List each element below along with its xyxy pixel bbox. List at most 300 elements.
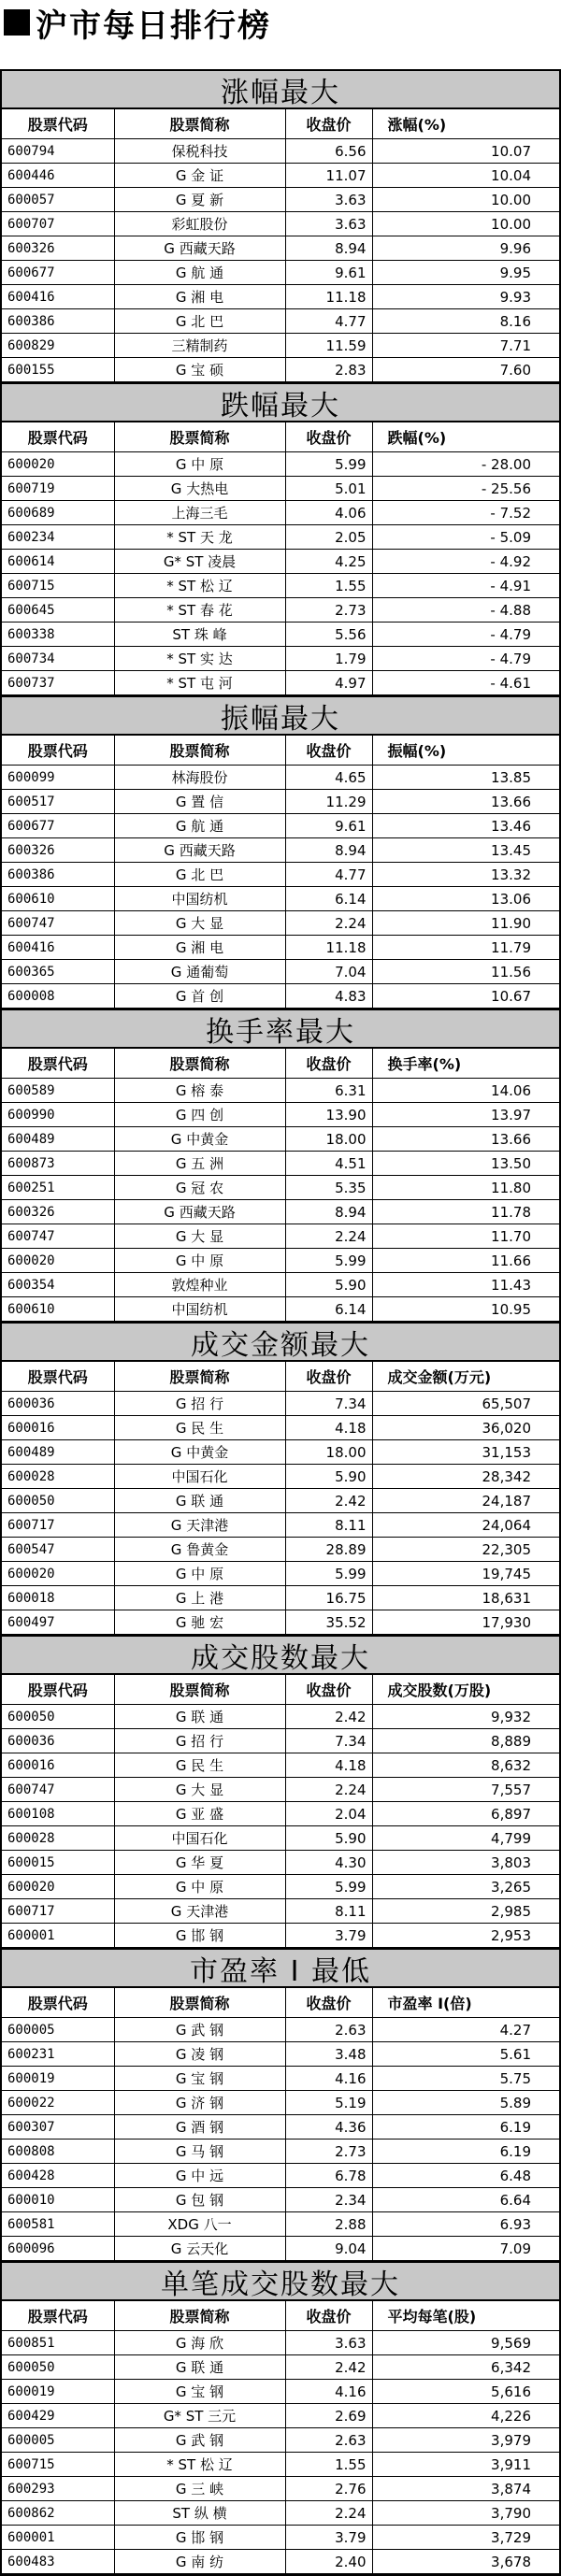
stock-code-cell: 600862 [2,2501,114,2526]
stock-name-cell: G 宝 硕 [114,358,285,382]
metric-value-cell: 19,745 [372,1562,559,1586]
close-price-cell: 2.42 [285,1705,372,1729]
stock-code-cell: 600020 [2,1562,114,1586]
metric-header: 成交股数(万股) [372,1675,559,1705]
stock-code-cell: 600386 [2,309,114,334]
ranking-section-top-amplitude [2,695,559,1009]
table-row [2,164,559,188]
stock-code-cell: 600326 [2,236,114,261]
metric-header: 平均每笔(股) [372,2301,559,2331]
close-price-cell: 13.90 [285,1103,372,1127]
close-price-cell: 35.52 [285,1610,372,1635]
stock-name-cell: G 三 峡 [114,2477,285,2501]
stock-name-cell: G 酒 钢 [114,2115,285,2140]
metric-value-cell: 6.19 [372,2140,559,2164]
close-price-cell: 2.63 [285,2018,372,2042]
ranking-section-top-turnover [2,1009,559,1322]
stock-code-cell: 600019 [2,2067,114,2091]
metric-value-cell: - 4.79 [372,623,559,647]
stock-code-cell: 600096 [2,2237,114,2261]
table-row [2,1103,559,1127]
close-price-cell: 11.29 [285,790,372,814]
ranking-section-top-gainers [2,69,559,382]
stock-name-cell: G 马 钢 [114,2140,285,2164]
stock-name-header: 股票简称 [114,2301,285,2331]
stock-code-cell: 600036 [2,1729,114,1753]
table-row [2,139,559,164]
stock-code-cell: 600307 [2,2115,114,2140]
stock-name-cell: 保税科技 [114,139,285,164]
close-price-cell: 4.16 [285,2067,372,2091]
close-price-cell: 9.61 [285,814,372,838]
close-price-cell: 1.79 [285,647,372,671]
metric-value-cell: 10.67 [372,984,559,1009]
stock-name-cell: G 西藏天路 [114,1200,285,1224]
close-price-header: 收盘价 [285,1988,372,2018]
stock-name-header: 股票简称 [114,422,285,452]
table-row [2,212,559,236]
stock-name-cell: G 南 纺 [114,2550,285,2574]
metric-header: 成交金额(万元) [372,1362,559,1392]
stock-code-header: 股票代码 [2,1675,114,1705]
table-row [2,452,559,477]
close-price-cell: 5.99 [285,1562,372,1586]
table-row [2,2067,559,2091]
stock-code-cell: 600016 [2,1753,114,1778]
stock-name-cell: 中国纺机 [114,887,285,911]
close-price-header: 收盘价 [285,1049,372,1079]
table-row [2,1249,559,1273]
metric-value-cell: 10.00 [372,212,559,236]
table-row [2,2331,559,2355]
stock-name-cell: G 北 巴 [114,309,285,334]
close-price-cell: 2.42 [285,2355,372,2380]
stock-code-cell: 600015 [2,1851,114,1875]
close-price-header: 收盘价 [285,109,372,139]
close-price-cell: 4.77 [285,863,372,887]
ranking-section-top-losers [2,382,559,695]
stock-code-cell: 600717 [2,1899,114,1924]
table-row [2,814,559,838]
close-price-cell: 4.25 [285,550,372,574]
close-price-header: 收盘价 [285,2301,372,2331]
table-row [2,1297,559,1322]
close-price-cell: 11.59 [285,334,372,358]
close-price-cell: 2.04 [285,1802,372,1826]
stock-code-cell: 600517 [2,790,114,814]
close-price-cell: 4.65 [285,766,372,790]
close-price-cell: 3.79 [285,2526,372,2550]
table-row [2,1224,559,1249]
stock-code-cell: 600008 [2,984,114,1009]
stock-code-cell: 600429 [2,2404,114,2428]
stock-name-cell: G 武 钢 [114,2428,285,2453]
stock-code-cell: 600010 [2,2188,114,2212]
metric-value-cell: 4,226 [372,2404,559,2428]
table-row [2,2164,559,2188]
metric-value-cell: 11.56 [372,960,559,984]
stock-name-cell: * ST 天 龙 [114,525,285,550]
close-price-cell: 16.75 [285,1586,372,1610]
metric-value-cell: - 4.88 [372,598,559,623]
close-price-cell: 5.90 [285,1273,372,1297]
stock-code-header: 股票代码 [2,2301,114,2331]
stock-name-cell: G 民 生 [114,1416,285,1440]
stock-code-cell: 600808 [2,2140,114,2164]
close-price-cell: 5.01 [285,477,372,501]
stock-name-cell: G 宝 钢 [114,2067,285,2091]
metric-value-cell: 8,889 [372,1729,559,1753]
stock-code-cell: 600483 [2,2550,114,2574]
stock-code-cell: 600707 [2,212,114,236]
close-price-cell: 2.76 [285,2477,372,2501]
stock-code-cell: 600446 [2,164,114,188]
stock-name-cell: 中国纺机 [114,1297,285,1322]
stock-name-cell: 彩虹股份 [114,212,285,236]
metric-value-cell: 3,874 [372,2477,559,2501]
stock-name-cell: G 中黄金 [114,1127,285,1152]
metric-value-cell: - 7.52 [372,501,559,525]
metric-value-cell: 13.32 [372,863,559,887]
close-price-cell: 3.63 [285,212,372,236]
stock-name-cell: G 中 远 [114,2164,285,2188]
stock-code-cell: 600020 [2,452,114,477]
table-row [2,984,559,1009]
close-price-cell: 7.04 [285,960,372,984]
close-price-cell: 9.61 [285,261,372,285]
metric-value-cell: 3,803 [372,1851,559,1875]
stock-code-header: 股票代码 [2,1988,114,2018]
metric-value-cell: - 28.00 [372,452,559,477]
close-price-cell: 18.00 [285,1440,372,1465]
close-price-cell: 3.79 [285,1924,372,1948]
table-row [2,1586,559,1610]
stock-name-cell: G 联 通 [114,1489,285,1513]
stock-name-cell: G 亚 盛 [114,1802,285,1826]
stock-code-cell: 600715 [2,574,114,598]
stock-name-cell: G 首 创 [114,984,285,1009]
stock-name-cell: * ST 实 达 [114,647,285,671]
table-row [2,936,559,960]
stock-code-cell: 600050 [2,1489,114,1513]
stock-code-header: 股票代码 [2,1362,114,1392]
stock-name-header: 股票简称 [114,1675,285,1705]
stock-code-cell: 600326 [2,1200,114,1224]
stock-code-cell: 600689 [2,501,114,525]
close-price-cell: 2.88 [285,2212,372,2237]
metric-value-cell: 24,187 [372,1489,559,1513]
metric-value-cell: 7,557 [372,1778,559,1802]
stock-code-cell: 600231 [2,2042,114,2067]
metric-value-cell: 9.93 [372,285,559,309]
stock-name-cell: G 置 信 [114,790,285,814]
close-price-cell: 2.63 [285,2428,372,2453]
table-row [2,2140,559,2164]
stock-code-cell: 600001 [2,1924,114,1948]
stock-code-cell: 600020 [2,1249,114,1273]
stock-name-cell: G 大 显 [114,1224,285,1249]
stock-name-cell: G 大热电 [114,477,285,501]
metric-value-cell: 7.71 [372,334,559,358]
metric-value-cell: 13.06 [372,887,559,911]
table-row [2,358,559,382]
table-row [2,1538,559,1562]
stock-name-header: 股票简称 [114,1988,285,2018]
stock-name-cell: ST 珠 峰 [114,623,285,647]
stock-name-cell: G 五 洲 [114,1152,285,1176]
close-price-cell: 11.18 [285,936,372,960]
stock-code-cell: 600610 [2,887,114,911]
metric-value-cell: 5.75 [372,2067,559,2091]
table-header-row [2,736,559,766]
stock-name-cell: G 邯 钢 [114,1924,285,1948]
stock-code-cell: 600386 [2,863,114,887]
close-price-cell: 2.83 [285,358,372,382]
close-price-cell: 3.48 [285,2042,372,2067]
stock-name-cell: G 华 夏 [114,1851,285,1875]
stock-code-cell: 600234 [2,525,114,550]
table-row [2,838,559,863]
ranking-section-top-trade-value [2,1322,559,1635]
stock-name-cell: G 湘 电 [114,285,285,309]
close-price-cell: 5.90 [285,1465,372,1489]
stock-name-cell: G 航 通 [114,261,285,285]
table-row [2,2188,559,2212]
stock-name-cell: G 金 证 [114,164,285,188]
stock-name-cell: 上海三毛 [114,501,285,525]
stock-name-cell: G 湘 电 [114,936,285,960]
table-row [2,1392,559,1416]
close-price-cell: 4.06 [285,501,372,525]
stock-name-cell: G 云天化 [114,2237,285,2261]
metric-value-cell: 3,678 [372,2550,559,2574]
stock-name-cell: * ST 屯 河 [114,671,285,695]
close-price-cell: 11.07 [285,164,372,188]
close-price-cell: 4.18 [285,1416,372,1440]
metric-value-cell: 11.43 [372,1273,559,1297]
ranking-table [2,422,559,695]
stock-name-header: 股票简称 [114,1362,285,1392]
table-header-row [2,422,559,452]
stock-name-cell: G 大 显 [114,911,285,936]
table-header-row [2,1988,559,2018]
stock-name-cell: G 包 钢 [114,2188,285,2212]
metric-value-cell: 3,729 [372,2526,559,2550]
table-row [2,1778,559,1802]
metric-value-cell: 13.46 [372,814,559,838]
stock-code-cell: 600016 [2,1416,114,1440]
table-row [2,671,559,695]
table-row [2,960,559,984]
close-price-cell: 4.83 [285,984,372,1009]
stock-name-cell: G 武 钢 [114,2018,285,2042]
metric-value-cell: 22,305 [372,1538,559,1562]
stock-code-cell: 600057 [2,188,114,212]
table-row [2,2091,559,2115]
table-row [2,2453,559,2477]
table-row [2,1513,559,1538]
table-row [2,1176,559,1200]
stock-code-cell: 600677 [2,814,114,838]
table-row [2,911,559,936]
close-price-cell: 4.16 [285,2380,372,2404]
table-row [2,1562,559,1586]
metric-value-cell: - 4.92 [372,550,559,574]
stock-code-cell: 600005 [2,2018,114,2042]
stock-name-cell: 三精制药 [114,334,285,358]
metric-value-cell: 5.89 [372,2091,559,2115]
stock-name-cell: G 夏 新 [114,188,285,212]
table-row [2,2526,559,2550]
metric-value-cell: 13.66 [372,1127,559,1152]
close-price-cell: 28.89 [285,1538,372,1562]
stock-code-cell: 600614 [2,550,114,574]
ranking-table [2,1987,559,2261]
close-price-cell: 6.31 [285,1079,372,1103]
section-title: 涨幅最大 [2,69,559,108]
stock-code-cell: 600581 [2,2212,114,2237]
stock-name-cell: G 招 行 [114,1392,285,1416]
table-row [2,1705,559,1729]
table-row [2,2550,559,2574]
metric-value-cell: 13.97 [372,1103,559,1127]
metric-value-cell: 24,064 [372,1513,559,1538]
stock-code-cell: 600589 [2,1079,114,1103]
stock-code-cell: 600873 [2,1152,114,1176]
metric-value-cell: - 4.79 [372,647,559,671]
metric-value-cell: 13.45 [372,838,559,863]
table-row [2,887,559,911]
close-price-cell: 8.94 [285,1200,372,1224]
close-price-cell: 4.97 [285,671,372,695]
section-title: 成交金额最大 [2,1322,559,1361]
stock-name-cell: G 西藏天路 [114,236,285,261]
table-row [2,1465,559,1489]
close-price-cell: 5.19 [285,2091,372,2115]
metric-value-cell: 11.79 [372,936,559,960]
close-price-cell: 8.94 [285,236,372,261]
close-price-cell: 1.55 [285,574,372,598]
close-price-header: 收盘价 [285,422,372,452]
stock-name-cell: G 航 通 [114,814,285,838]
metric-value-cell: - 25.56 [372,477,559,501]
stock-code-cell: 600050 [2,2355,114,2380]
table-row [2,766,559,790]
table-row [2,1152,559,1176]
stock-name-cell: * ST 松 辽 [114,574,285,598]
table-row [2,525,559,550]
metric-value-cell: 3,979 [372,2428,559,2453]
close-price-cell: 6.14 [285,1297,372,1322]
table-row [2,1273,559,1297]
stock-code-cell: 600428 [2,2164,114,2188]
stock-code-cell: 600851 [2,2331,114,2355]
table-row [2,1079,559,1103]
close-price-cell: 2.42 [285,1489,372,1513]
stock-name-cell: G 天津港 [114,1899,285,1924]
stock-name-cell: G 上 港 [114,1586,285,1610]
stock-code-cell: 600489 [2,1127,114,1152]
stock-code-cell: 600719 [2,477,114,501]
ranking-table [2,735,559,1009]
stock-code-cell: 600022 [2,2091,114,2115]
metric-value-cell: 5.61 [372,2042,559,2067]
stock-name-cell: G 招 行 [114,1729,285,1753]
stock-code-cell: 600338 [2,623,114,647]
table-row [2,188,559,212]
stock-code-cell: 600794 [2,139,114,164]
section-title: 换手率最大 [2,1009,559,1048]
metric-value-cell: 5,616 [372,2380,559,2404]
close-price-cell: 8.11 [285,1899,372,1924]
metric-value-cell: 17,930 [372,1610,559,1635]
close-price-cell: 6.78 [285,2164,372,2188]
stock-code-cell: 600020 [2,1875,114,1899]
metric-value-cell: 6,342 [372,2355,559,2380]
close-price-cell: 2.24 [285,2501,372,2526]
close-price-cell: 5.56 [285,623,372,647]
stock-name-cell: G 凌 钢 [114,2042,285,2067]
stock-code-cell: 600251 [2,1176,114,1200]
metric-value-cell: 9,932 [372,1705,559,1729]
ranking-table [2,1674,559,1948]
stock-code-cell: 600677 [2,261,114,285]
stock-code-cell: 600018 [2,1586,114,1610]
section-title: 跌幅最大 [2,382,559,422]
metric-value-cell: 36,020 [372,1416,559,1440]
metric-value-cell: 4,799 [372,1826,559,1851]
stock-code-cell: 600489 [2,1440,114,1465]
stock-name-cell: G 联 通 [114,1705,285,1729]
close-price-cell: 8.94 [285,838,372,863]
table-row [2,2237,559,2261]
stock-name-cell: G 天津港 [114,1513,285,1538]
metric-value-cell: 13.85 [372,766,559,790]
metric-value-cell: 28,342 [372,1465,559,1489]
table-row [2,1489,559,1513]
close-price-cell: 6.14 [285,887,372,911]
table-row [2,2212,559,2237]
stock-name-cell: G 西藏天路 [114,838,285,863]
stock-name-cell: G 中 原 [114,1875,285,1899]
metric-header: 振幅(%) [372,736,559,766]
stock-code-cell: 600747 [2,911,114,936]
stock-code-cell: 600829 [2,334,114,358]
stock-name-cell: 中国石化 [114,1465,285,1489]
metric-value-cell: 10.95 [372,1297,559,1322]
table-row [2,1802,559,1826]
close-price-cell: 11.18 [285,285,372,309]
close-price-cell: 2.24 [285,911,372,936]
metric-value-cell: 8.16 [372,309,559,334]
stock-code-cell: 600354 [2,1273,114,1297]
close-price-cell: 5.35 [285,1176,372,1200]
close-price-cell: 2.05 [285,525,372,550]
close-price-cell: 2.73 [285,598,372,623]
section-title: 成交股数最大 [2,1635,559,1674]
metric-value-cell: 13.50 [372,1152,559,1176]
ranking-table [2,1048,559,1322]
page-title-text: 沪市每日排行榜 [36,7,271,45]
stock-code-cell: 600099 [2,766,114,790]
metric-value-cell: 10.00 [372,188,559,212]
stock-name-cell: * ST 春 花 [114,598,285,623]
close-price-cell: 4.36 [285,2115,372,2140]
stock-code-cell: 600365 [2,960,114,984]
stock-code-cell: 600990 [2,1103,114,1127]
metric-value-cell: 14.06 [372,1079,559,1103]
close-price-cell: 2.34 [285,2188,372,2212]
